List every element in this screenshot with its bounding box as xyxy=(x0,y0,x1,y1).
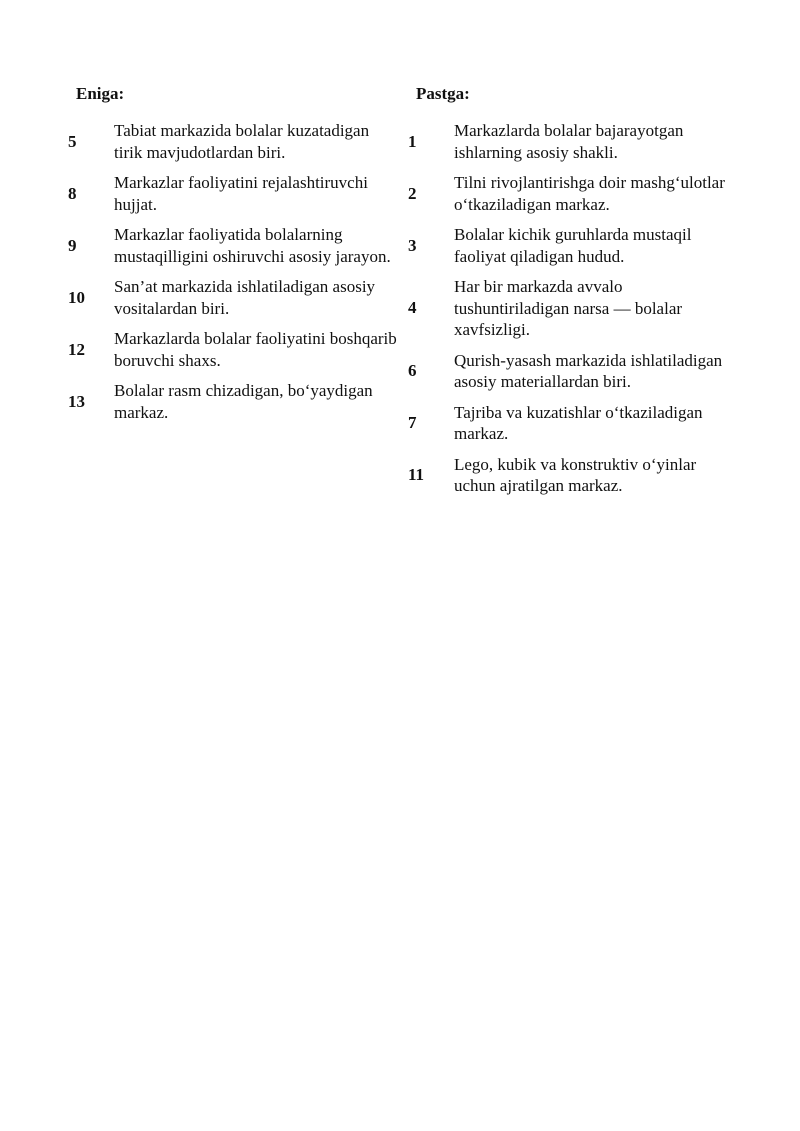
clue-text: Tilni rivojlantirishga doir mashg‘ulotlar o‘tkaziladigan markaz. xyxy=(454,173,725,214)
clue-number: 13 xyxy=(68,391,85,411)
clue-text: San’at markazida ishlatiladigan asosiy vositalardan biri. xyxy=(114,277,376,318)
clue-text: Bolalar rasm chizadigan, bo‘yaydigan markaz. xyxy=(114,381,373,422)
clue-text: Lego, kubik va konstruktiv o‘yinlar uchun ajratilgan markaz. xyxy=(454,454,697,495)
clue-number: 5 xyxy=(68,131,77,151)
across-clue-item xyxy=(64,224,400,267)
across-clue-item xyxy=(64,120,400,163)
clue-text: Tabiat markazida bolalar kuzatadigan tirik mavjudotlardan biri. xyxy=(114,121,370,162)
down-clue-item xyxy=(404,454,740,497)
clue-number: 12 xyxy=(68,339,85,359)
clue-text: Har bir markazda avvalo tushuntiriladigan narsa — bolalar xavfsizligi. xyxy=(454,277,683,339)
across-clue-item xyxy=(64,380,400,423)
clue-number: 4 xyxy=(408,298,417,318)
down-clue-item xyxy=(404,120,740,163)
clue-number: 1 xyxy=(408,131,417,151)
across-clue-item xyxy=(64,276,400,319)
down-clue-item xyxy=(404,172,740,215)
down-clue-item xyxy=(404,402,740,445)
clue-number: 2 xyxy=(408,183,417,203)
clue-text: Tajriba va kuzatishlar o‘tkaziladigan markaz. xyxy=(454,402,703,443)
down-clue-item xyxy=(404,350,740,393)
clue-number: 7 xyxy=(408,413,417,432)
clue-text: Bolalar kichik guruhlarda mustaqil faoliyat qiladigan hudud. xyxy=(454,225,692,266)
down-clue-item xyxy=(404,224,740,267)
clue-text: Markazlar faoliyatini rejalashtiruvchi hujjat. xyxy=(114,173,368,214)
clue-text: Markazlarda bolalar bajarayotgan ishlarning asosiy shakli. xyxy=(454,121,684,162)
across-heading: Eniga: xyxy=(76,84,125,103)
clue-number: 10 xyxy=(68,287,85,307)
across-clue-item xyxy=(64,328,400,371)
down-clues-column xyxy=(404,84,740,506)
clue-number: 3 xyxy=(408,235,417,255)
down-clue-item xyxy=(404,276,740,341)
across-clues-column xyxy=(64,84,400,432)
down-heading: Pastga: xyxy=(416,84,470,103)
clue-number: 6 xyxy=(408,361,417,380)
clue-number: 11 xyxy=(408,465,425,484)
clue-text: Markazlarda bolalar faoliyatini boshqarib boruvchi shaxs. xyxy=(114,329,397,370)
across-clue-item xyxy=(64,172,400,215)
clue-text: Qurish-yasash markazida ishlatiladigan asosiy materiallardan biri. xyxy=(454,350,723,391)
clue-text: Markazlar faoliyatida bolalarning mustaqilligini oshiruvchi asosiy jarayon. xyxy=(114,225,391,266)
clue-number: 9 xyxy=(68,235,77,255)
clue-number: 8 xyxy=(68,183,77,203)
